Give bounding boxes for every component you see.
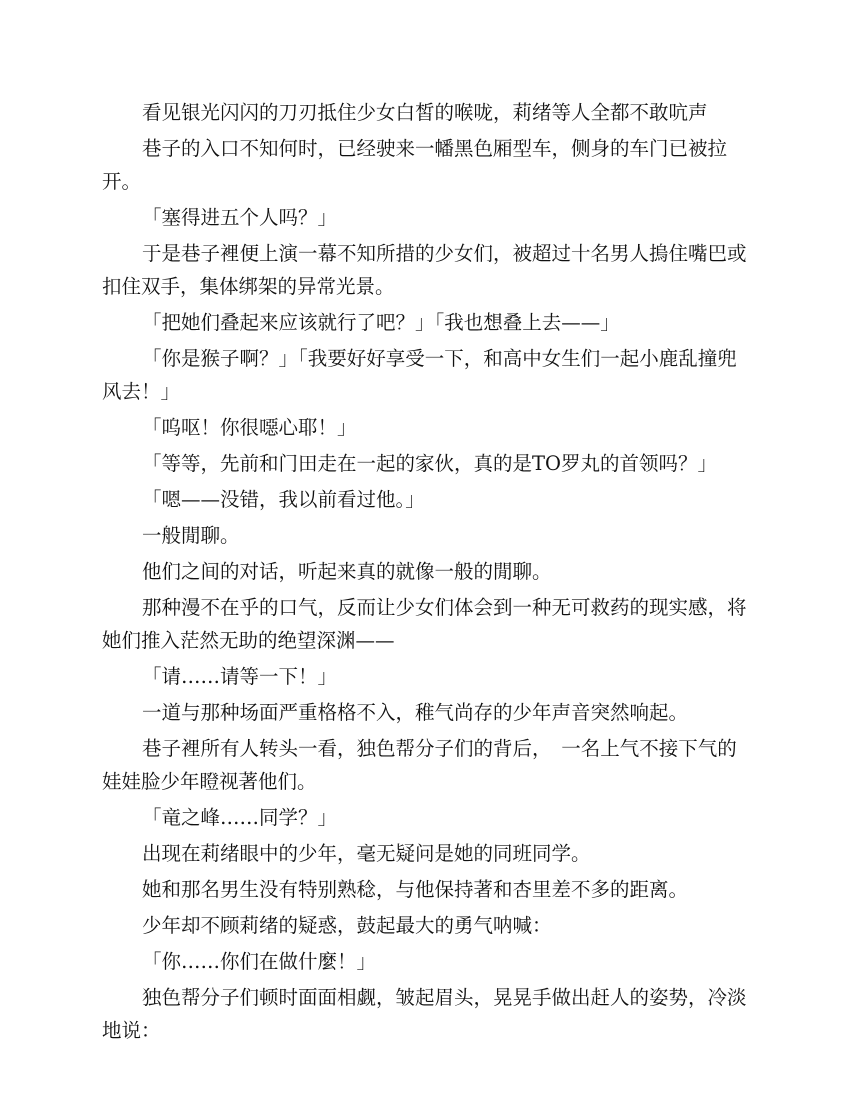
paragraph: 一道与那种场面严重格格不入，稚气尚存的少年声音突然响起。 <box>142 701 689 724</box>
paragraph: 「把她们叠起来应该就行了吧？」「我也想叠上去——」 <box>142 311 620 334</box>
paragraph: 出现在莉绪眼中的少年，毫无疑问是她的同班同学。 <box>142 842 591 865</box>
paragraph: 于是巷子裡便上演一幕不知所措的少女们，被超过十名男人摀住嘴巴或扣住双手，集体绑架的异常光景。 <box>102 242 747 298</box>
paragraph: 巷子的入口不知何时，已经驶来一幡黑色厢型车，侧身的车门已被拉开。 <box>102 137 728 193</box>
paragraph: 「请……请等一下！」 <box>142 665 338 688</box>
paragraph: 看见银光闪闪的刀刃抵住少女白皙的喉咙，莉绪等人全都不敢吭声 <box>142 101 708 124</box>
paragraph: 他们之间的对话，听起来真的就像一般的閒聊。 <box>142 560 552 583</box>
paragraph: 「竜之峰……同学？」 <box>142 806 338 829</box>
paragraph: 「嗯——没错，我以前看过他。」 <box>142 488 425 511</box>
paragraph: 那种漫不在乎的口气，反而让少女们体会到一种无可救药的现实感，将她们推入茫然无助的绝望深渊—— <box>102 596 747 652</box>
paragraph: 「你……你们在做什麼！」 <box>142 950 377 973</box>
paragraph: 少年却不顾莉绪的疑惑，鼓起最大的勇气呐喊： <box>142 914 552 937</box>
paragraph: 「塞得进五个人吗？」 <box>142 206 338 229</box>
text-body <box>102 96 752 1050</box>
paragraph: 「等等，先前和门田走在一起的家伙，真的是TO罗丸的首领吗？」 <box>142 452 717 475</box>
paragraph: 「呜呕！你很噁心耶！」 <box>142 416 357 439</box>
paragraph: 她和那名男生没有特别熟稔，与他保持著和杏里差不多的距离。 <box>142 878 689 901</box>
paragraph: 巷子裡所有人转头一看，独色帮分子们的背后， 一名上气不接下气的娃娃脸少年瞪视著他们。 <box>102 737 737 793</box>
paragraph: 「你是猴子啊？」「我要好好享受一下，和高中女生们一起小鹿乱撞兜风去！」 <box>102 347 737 403</box>
paragraph: 独色帮分子们顿时面面相觑，皱起眉头，晃晃手做出赶人的姿势，冷淡地说： <box>102 986 747 1042</box>
paragraph: 一般閒聊。 <box>142 524 240 547</box>
